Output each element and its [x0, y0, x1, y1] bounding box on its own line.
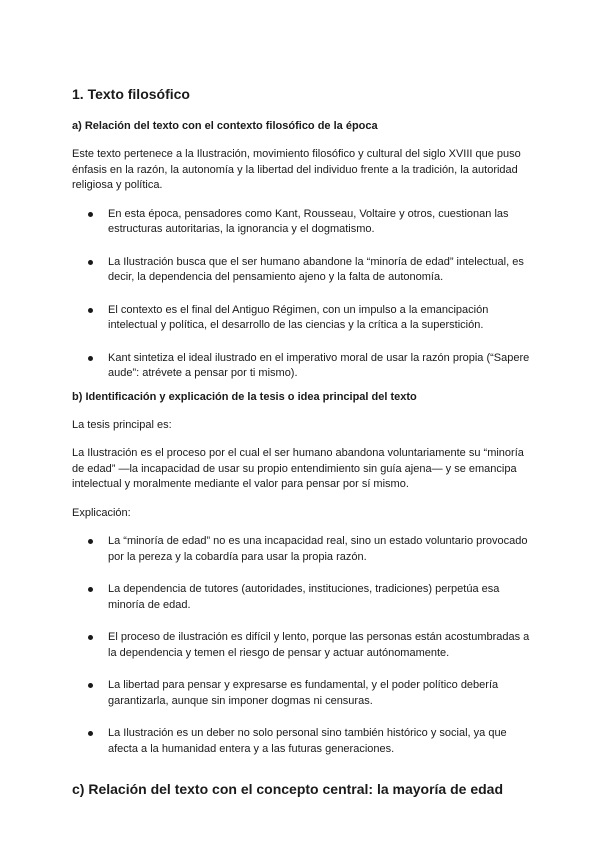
- bullet-icon: [88, 212, 93, 217]
- bullet-icon: [88, 683, 93, 688]
- list-item: [72, 255, 532, 286]
- bullet-icon: [88, 587, 93, 592]
- list-item-text: La dependencia de tutores (autoridades, instituciones, tradiciones) perpetúa esa minoría de edad.: [108, 583, 500, 611]
- section-a-intro: Este texto pertenece a la Ilustración, movimiento filosófico y cultural del siglo XVIII que puso énfasis en la razón, la autonomía y la libertad del individuo frente a la tradición, la autoridad religiosa y política.: [72, 148, 521, 191]
- list-item-text: El proceso de ilustración es difícil y lento, porque las personas están acostumbradas a la dependencia y temen el riesgo de pensar y actuar autónomamente.: [108, 631, 530, 659]
- list-item-text: El contexto es el final del Antiguo Régimen, con un impulso a la emancipación intelectual y política, el desarrollo de las ciencias y la crítica a la superstición.: [108, 303, 489, 331]
- list-item-text: La “minoría de edad” no es una incapacidad real, sino un estado voluntario provocado por la pereza y la cobardía para usar la propia razón.: [108, 535, 528, 563]
- section-c-heading: c) Relación del texto con el concepto central: la mayoría de edad: [72, 781, 504, 797]
- list-item-text: Kant sintetiza el ideal ilustrado en el imperativo moral de usar la razón propia (“Sapere aude”: atrévete a pensar por ti mismo).: [108, 351, 530, 379]
- bullet-icon: [88, 635, 93, 640]
- list-item: [72, 678, 532, 709]
- list-item: [72, 582, 532, 613]
- list-item: [72, 351, 532, 382]
- section-b-bullet-list: [72, 534, 532, 757]
- section-a-heading: a) Relación del texto con el contexto filosófico de la época: [72, 120, 378, 132]
- list-item: [72, 726, 532, 757]
- explanation-label: Explicación:: [72, 506, 131, 519]
- page-title: 1. Texto filosófico: [72, 86, 190, 102]
- list-item: [72, 534, 532, 565]
- section-a-bullet-list: [72, 207, 532, 382]
- bullet-icon: [88, 731, 93, 736]
- list-item-text: La Ilustración es un deber no solo personal sino también histórico y social, ya que afecta a la humanidad entera y a las futuras generaciones.: [108, 727, 507, 755]
- list-item-text: En esta época, pensadores como Kant, Rousseau, Voltaire y otros, cuestionan las estructuras autoritarias, la ignorancia y el dogmatismo.: [108, 207, 509, 235]
- document-content: [72, 84, 532, 814]
- bullet-icon: [88, 539, 93, 544]
- bullet-icon: [88, 308, 93, 313]
- list-item: [72, 303, 532, 334]
- section-b-heading: b) Identificación y explicación de la tesis o idea principal del texto: [72, 390, 417, 403]
- list-item-text: La Ilustración busca que el ser humano abandone la “minoría de edad” intelectual, es decir, la dependencia del pensamiento ajeno y la falta de autonomía.: [108, 255, 524, 283]
- bullet-icon: [88, 356, 93, 361]
- thesis-text: La Ilustración es el proceso por el cual el ser humano abandona voluntariamente su “minoría de edad” —la incapacidad de usar su propio entendimiento sin guía ajena— y se emancipa intelectual y moralmente mediante el valor para pensar por sí mismo.: [72, 447, 524, 490]
- list-item: [72, 207, 532, 238]
- list-item: [72, 630, 532, 661]
- bullet-icon: [88, 260, 93, 265]
- list-item-text: La libertad para pensar y expresarse es fundamental, y el poder político debería garantizarla, aunque sin imponer dogmas ni censuras.: [108, 679, 499, 707]
- thesis-label: La tesis principal es:: [72, 418, 172, 431]
